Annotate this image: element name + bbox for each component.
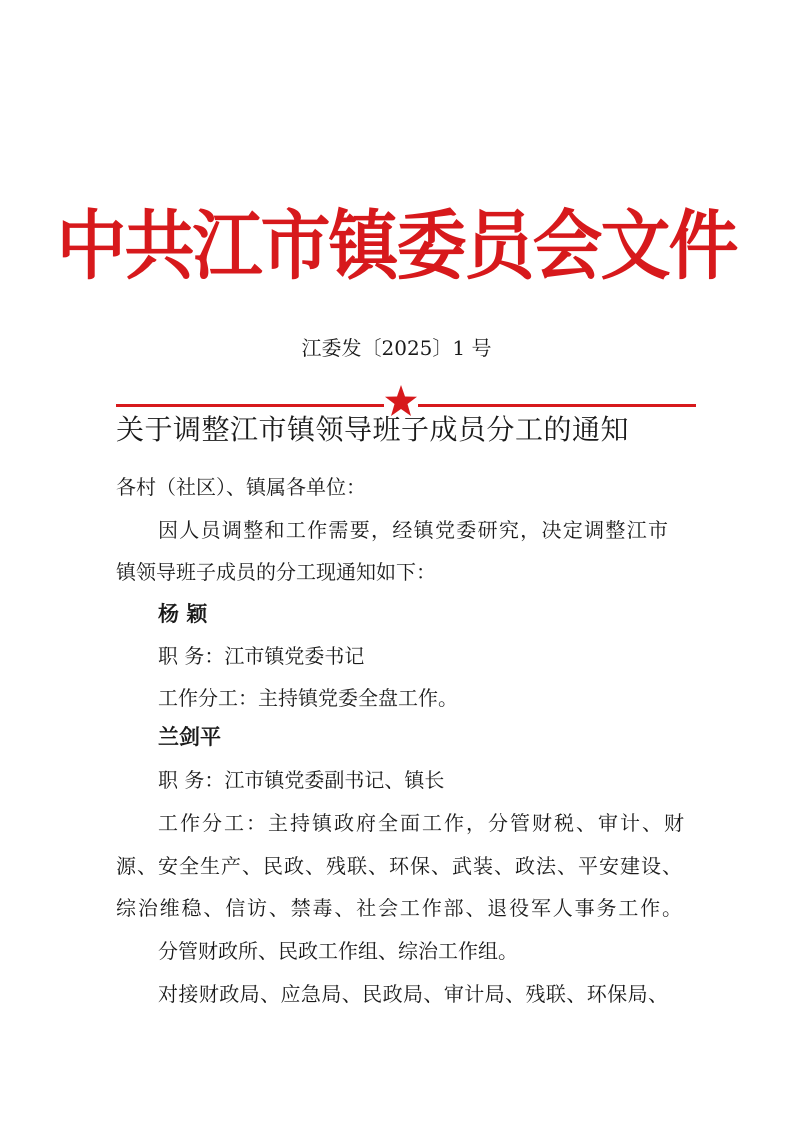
member-duty-line-2: 源、安全生产、民政、残联、环保、武装、政法、平安建设、	[116, 854, 682, 878]
member-duty: 工作分工：主持镇党委全盘工作。	[158, 686, 458, 710]
red-divider-left	[116, 404, 384, 407]
member-duty-line-3: 综治维稳、信访、禁毒、社会工作部、退役军人事务工作。	[116, 896, 682, 920]
intro-line-1: 因人员调整和工作需要，经镇党委研究，决定调整江市	[158, 518, 668, 542]
masthead-title: 中共江市镇委员会文件	[56, 200, 737, 291]
member-liaison: 对接财政局、应急局、民政局、审计局、残联、环保局、	[158, 982, 668, 1006]
addressee: 各村（社区）、镇属各单位：	[116, 475, 366, 499]
red-divider-right	[418, 404, 696, 407]
member-name: 杨 颖	[158, 602, 208, 626]
intro-line-2: 镇领导班子成员的分工现通知如下：	[116, 560, 436, 584]
member-position: 职 务：江市镇党委副书记、镇长	[158, 768, 445, 792]
member-supervise: 分管财政所、民政工作组、综治工作组。	[158, 939, 518, 963]
member-name: 兰剑平	[158, 725, 221, 749]
document-number: 江委发〔2025〕1 号	[301, 336, 492, 360]
member-duty-line-1: 工作分工：主持镇政府全面工作，分管财税、审计、财	[158, 811, 684, 835]
notice-title: 关于调整江市镇领导班子成员分工的通知	[116, 413, 630, 446]
member-position: 职 务：江市镇党委书记	[158, 644, 365, 668]
